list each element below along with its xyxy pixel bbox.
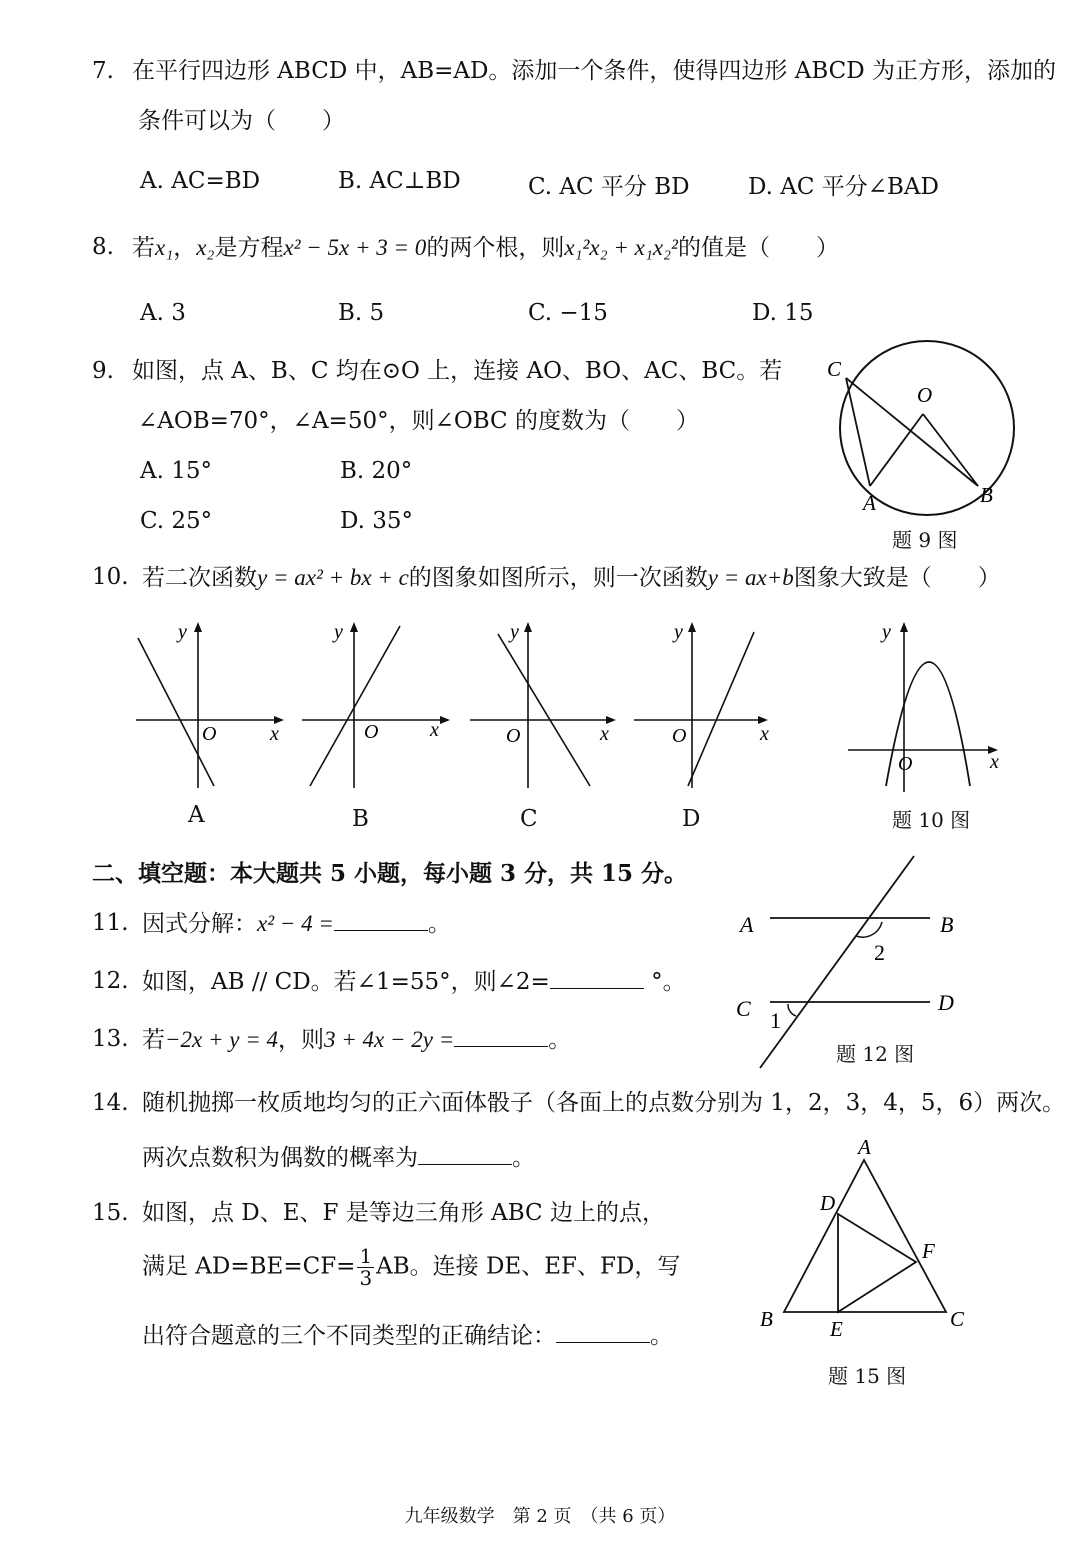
svg-text:y: y bbox=[334, 621, 343, 643]
q10-parabola-figure bbox=[844, 618, 1014, 798]
q8-expression: x₁²x₂ + x₁x₂² bbox=[564, 235, 678, 260]
svg-text:C: C bbox=[736, 996, 751, 1021]
q10-label-d: D bbox=[682, 806, 701, 832]
q10-b-line bbox=[310, 626, 400, 786]
q10-stem: 若二次函数y = ax² + bx + c的图象如图所示，则一次函数y = ax+b图象大致是（ ） bbox=[142, 565, 1001, 591]
q15-answer-blank bbox=[556, 1322, 650, 1343]
q10-graph-c bbox=[466, 618, 626, 798]
svg-text:O: O bbox=[364, 721, 379, 743]
q12-caption: 题 12 图 bbox=[836, 1042, 915, 1066]
q10-caption: 题 10 图 bbox=[892, 808, 971, 832]
q15-line2: 满足 AD=BE=CF= $\frac{1}{3}$ AB。连接 DE、EF、FD，写 bbox=[142, 1244, 681, 1290]
q15-triangle-figure bbox=[750, 1130, 980, 1350]
svg-text:B: B bbox=[760, 1307, 773, 1331]
q9-label-b: B bbox=[980, 483, 993, 507]
svg-text:y: y bbox=[674, 621, 683, 643]
q10-quadratic: y = ax² + bx + c bbox=[257, 565, 409, 590]
q12-number: 12. bbox=[92, 968, 129, 994]
svg-text:D: D bbox=[820, 1191, 836, 1215]
svg-text:O: O bbox=[898, 753, 913, 775]
q9-option-d: D. 35° bbox=[340, 508, 414, 534]
svg-text:y: y bbox=[178, 621, 187, 643]
q10-graph-a bbox=[130, 618, 290, 798]
q13-number: 13. bbox=[92, 1026, 129, 1052]
q7-line2: 条件可以为（ ） bbox=[138, 108, 345, 134]
q10-label-a: A bbox=[188, 802, 205, 828]
q15-number: 15. bbox=[92, 1200, 129, 1226]
q9-caption: 题 9 图 bbox=[892, 528, 958, 552]
q9-line2: ∠AOB=70°，∠A=50°，则∠OBC 的度数为（ ） bbox=[138, 408, 699, 434]
q7-line1: 在平行四边形 ABCD 中，AB=AD。添加一个条件，使得四边形 ABCD 为正方形，添加的 bbox=[132, 58, 1057, 84]
q9-label-a: A bbox=[863, 491, 876, 515]
q15-line3: 出符合题意的三个不同类型的正确结论： 。 bbox=[142, 1323, 673, 1349]
svg-text:A: A bbox=[740, 912, 754, 937]
svg-text:y: y bbox=[510, 621, 519, 643]
q15-line1: 如图，点 D、E、F 是等边三角形 ABC 边上的点， bbox=[142, 1200, 665, 1226]
q8-option-d: D. 15 bbox=[752, 300, 814, 326]
q7-number: 7. bbox=[92, 58, 114, 84]
q8-stem: 若x₁，x₂是方程x² − 5x + 3 = 0的两个根，则x₁²x₂ + x₁x₂²的值是（ ） bbox=[132, 235, 839, 261]
q11-answer-blank bbox=[334, 910, 428, 931]
q12-transversal bbox=[760, 856, 914, 1068]
q14-answer-blank bbox=[418, 1144, 512, 1165]
svg-text:A: A bbox=[858, 1135, 871, 1159]
svg-text:x: x bbox=[760, 723, 769, 745]
svg-text:2: 2 bbox=[874, 940, 885, 965]
q10-linear: y = ax+b bbox=[707, 565, 794, 590]
svg-text:x: x bbox=[430, 719, 439, 741]
svg-text:F: F bbox=[922, 1239, 935, 1263]
q10-label-c: C bbox=[520, 806, 538, 832]
q7-option-b: B. AC⊥BD bbox=[338, 168, 461, 194]
page-footer: 九年级数学 第 2 页 （共 6 页） bbox=[404, 1506, 676, 1527]
q12-answer-blank bbox=[550, 968, 644, 989]
q9-option-a: A. 15° bbox=[140, 458, 212, 484]
q8-equation: x² − 5x + 3 = 0 bbox=[283, 235, 427, 260]
q10-d-line bbox=[688, 632, 754, 786]
q15-triangle-abc bbox=[784, 1160, 946, 1312]
q8-option-b: B. 5 bbox=[338, 300, 385, 326]
q9-number: 9. bbox=[92, 358, 114, 384]
q9-circle-figure bbox=[820, 320, 1030, 530]
q12-stem: 如图，AB // CD。若∠1=55°，则∠2= °。 bbox=[142, 969, 686, 995]
q9-label-o: O bbox=[917, 383, 933, 407]
svg-text:C: C bbox=[950, 1307, 965, 1331]
svg-text:O: O bbox=[202, 723, 217, 745]
q8-option-a: A. 3 bbox=[140, 300, 186, 326]
q8-option-c: C. −15 bbox=[528, 300, 608, 326]
section-2-heading: 二、填空题：本大题共 5 小题，每小题 3 分，共 15 分。 bbox=[92, 860, 688, 887]
q14-line1: 随机抛掷一枚质地均匀的正六面体骰子（各面上的点数分别为 1，2，3，4，5，6）两次。 bbox=[142, 1090, 1066, 1116]
q13-stem: 若−2x + y = 4，则3 + 4x − 2y = 。 bbox=[142, 1027, 572, 1053]
q10-c-line bbox=[498, 634, 590, 786]
svg-text:1: 1 bbox=[770, 1008, 781, 1033]
q14-line2: 两次点数积为偶数的概率为 。 bbox=[142, 1145, 535, 1171]
q9-segment-ao bbox=[870, 414, 923, 486]
q10-graph-d bbox=[630, 618, 790, 798]
q8-number: 8. bbox=[92, 234, 114, 260]
q15-fraction: $\frac{1}{3}$ bbox=[359, 1244, 373, 1290]
q7-option-d: D. AC 平分∠BAD bbox=[748, 174, 939, 200]
svg-text:x: x bbox=[990, 751, 999, 773]
svg-text:D: D bbox=[938, 990, 954, 1015]
q10-a-line bbox=[138, 638, 217, 786]
q15-triangle-def bbox=[838, 1214, 916, 1312]
svg-text:B: B bbox=[940, 912, 954, 937]
q7-option-c: C. AC 平分 BD bbox=[528, 174, 690, 200]
q11-stem: 因式分解：x² − 4 = 。 bbox=[142, 911, 451, 937]
q10-number: 10. bbox=[92, 564, 129, 590]
q13-answer-blank bbox=[454, 1026, 548, 1047]
q9-label-c: C bbox=[827, 357, 842, 381]
q9-option-b: B. 20° bbox=[340, 458, 413, 484]
svg-text:x: x bbox=[270, 723, 279, 745]
q10-graph-b bbox=[296, 618, 456, 798]
q9-segment-bo bbox=[923, 414, 978, 486]
q15-caption: 题 15 图 bbox=[828, 1364, 907, 1388]
svg-text:x: x bbox=[600, 723, 609, 745]
q11-number: 11. bbox=[92, 910, 129, 936]
svg-text:E: E bbox=[830, 1317, 843, 1341]
q10-label-b: B bbox=[352, 806, 369, 832]
q9-option-c: C. 25° bbox=[140, 508, 213, 534]
svg-text:O: O bbox=[506, 725, 521, 747]
q7-option-a: A. AC=BD bbox=[140, 168, 261, 194]
svg-text:O: O bbox=[672, 725, 687, 747]
svg-text:y: y bbox=[882, 621, 891, 643]
q14-number: 14. bbox=[92, 1090, 129, 1116]
q9-line1: 如图，点 A、B、C 均在⊙O 上，连接 AO、BO、AC、BC。若 bbox=[132, 358, 783, 384]
